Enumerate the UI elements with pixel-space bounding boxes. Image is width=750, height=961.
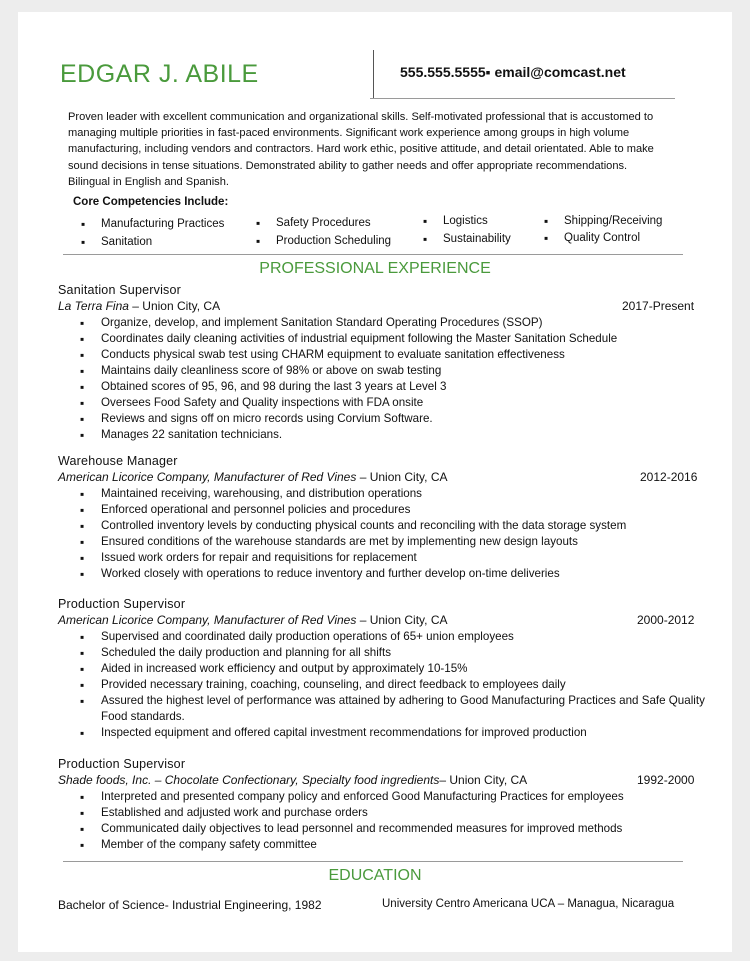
contact-info: 555.555.5555▪ email@comcast.net bbox=[400, 64, 626, 80]
list-item: ▪ Organize, develop, and implement Sanitation Standard Operating Procedures (SSOP) bbox=[101, 315, 706, 331]
job-title: Production Supervisor bbox=[58, 597, 186, 611]
education-heading: EDUCATION bbox=[328, 867, 422, 884]
header-divider bbox=[373, 50, 374, 98]
list-item: ▪ Maintained receiving, warehousing, and distribution operations bbox=[101, 486, 706, 502]
job-dates: 2012-2016 bbox=[640, 470, 698, 484]
list-item: ▪ Scheduled the daily production and planning for all shifts bbox=[101, 645, 706, 661]
resume-page bbox=[18, 12, 732, 952]
list-item: ▪ Established and adjusted work and purchase orders bbox=[101, 805, 706, 821]
education-degree: Bachelor of Science- Industrial Engineering, 1982 bbox=[58, 898, 322, 912]
job-company: La Terra Fina – Union City, CA bbox=[58, 299, 221, 313]
list-item: ▪ Member of the company safety committee bbox=[101, 837, 706, 853]
education-school: University Centro Americana UCA – Managua, Nicaragua bbox=[382, 898, 675, 910]
job-bullets bbox=[101, 315, 706, 443]
list-item: ▪ Issued work orders for repair and requisitions for replacement bbox=[101, 550, 706, 566]
competency-item: ▪ Safety Procedures bbox=[276, 217, 371, 229]
list-item: ▪ Conducts physical swab test using CHARM equipment to evaluate sanitation effectiveness bbox=[101, 347, 706, 363]
list-item: ▪ Provided necessary training, coaching, counseling, and direct feedback to employees daily bbox=[101, 677, 706, 693]
job-title: Production Supervisor bbox=[58, 757, 186, 771]
professional-summary: Proven leader with excellent communication and organizational skills. Self-motivated professional that is accustomed to managing multiple priorities in fast-paced environments. Significant work experience among groups in high volume manufacturing, including vendors and contractors. Hard work ethic, positive attitude, and detail orientated. Able to make sound decisions in tense situations. Demonstrated ability to gather needs and offer appropriate recommendations. Bilingual in English and Spanish. bbox=[68, 111, 654, 188]
list-item: ▪ Enforced operational and personnel policies and procedures bbox=[101, 502, 706, 518]
job-title: Sanitation Supervisor bbox=[58, 283, 182, 297]
job-title: Warehouse Manager bbox=[58, 454, 178, 468]
job-company: American Licorice Company, Manufacturer of Red Vines – Union City, CA bbox=[58, 470, 448, 484]
job-dates: 2000-2012 bbox=[637, 613, 695, 627]
list-item: ▪ Controlled inventory levels by conducting physical counts and reconciling with the data storage system bbox=[101, 518, 706, 534]
list-item: ▪ Maintains daily cleanliness score of 98% or above on swab testing bbox=[101, 363, 706, 379]
section-rule bbox=[63, 254, 683, 255]
competency-item: ▪ Sanitation bbox=[101, 236, 152, 248]
job-bullets bbox=[101, 789, 706, 853]
competency-item: ▪ Logistics bbox=[443, 215, 488, 227]
list-item: ▪ Oversees Food Safety and Quality inspections with FDA onsite bbox=[101, 395, 706, 411]
list-item: ▪ Aided in increased work efficiency and output by approximately 10-15% bbox=[101, 661, 706, 677]
list-item: ▪ Worked closely with operations to reduce inventory and further develop on-time deliveries bbox=[101, 566, 706, 582]
list-item: ▪ Supervised and coordinated daily production operations of 65+ union employees bbox=[101, 629, 706, 645]
header-rule bbox=[370, 98, 675, 99]
section-rule bbox=[63, 861, 683, 862]
job-dates: 2017-Present bbox=[622, 299, 695, 313]
job-dates: 1992-2000 bbox=[637, 773, 695, 787]
list-item: ▪ Ensured conditions of the warehouse standards are met by implementing new design layouts bbox=[101, 534, 706, 550]
job-company: American Licorice Company, Manufacturer of Red Vines – Union City, CA bbox=[58, 613, 448, 627]
job-bullets bbox=[101, 486, 706, 582]
list-item: ▪ Reviews and signs off on micro records using Corvium Software. bbox=[101, 411, 706, 427]
competency-item: ▪ Production Scheduling bbox=[276, 235, 391, 247]
list-item: ▪ Manages 22 sanitation technicians. bbox=[101, 427, 706, 443]
list-item: ▪ Inspected equipment and offered capital investment recommendations for improved production bbox=[101, 725, 706, 741]
competency-item: ▪ Sustainability bbox=[443, 233, 511, 245]
list-item: ▪ Coordinates daily cleaning activities of industrial equipment following the Master Sanitation Schedule bbox=[101, 331, 706, 347]
experience-heading: PROFESSIONAL EXPERIENCE bbox=[259, 260, 491, 277]
list-item: ▪ Communicated daily objectives to lead personnel and recommended measures for improved methods bbox=[101, 821, 706, 837]
job-company: Shade foods, Inc. – Chocolate Confectionary, Specialty food ingredients– Union City, CA bbox=[58, 773, 528, 787]
list-item: ▪ Assured the highest level of performance was attained by adhering to Good Manufacturing Practices and Safe Quality Food standards. bbox=[101, 693, 706, 725]
list-item: ▪ Obtained scores of 95, 96, and 98 during the last 3 years at Level 3 bbox=[101, 379, 706, 395]
competency-item: ▪ Quality Control bbox=[564, 232, 640, 244]
candidate-name: EDGAR J. ABILE bbox=[60, 60, 259, 88]
competency-item: ▪ Manufacturing Practices bbox=[101, 218, 224, 230]
job-bullets bbox=[101, 629, 706, 741]
competency-item: ▪ Shipping/Receiving bbox=[564, 215, 662, 227]
list-item: ▪ Interpreted and presented company policy and enforced Good Manufacturing Practices for employees bbox=[101, 789, 706, 805]
competencies-title: Core Competencies Include: bbox=[73, 196, 229, 208]
